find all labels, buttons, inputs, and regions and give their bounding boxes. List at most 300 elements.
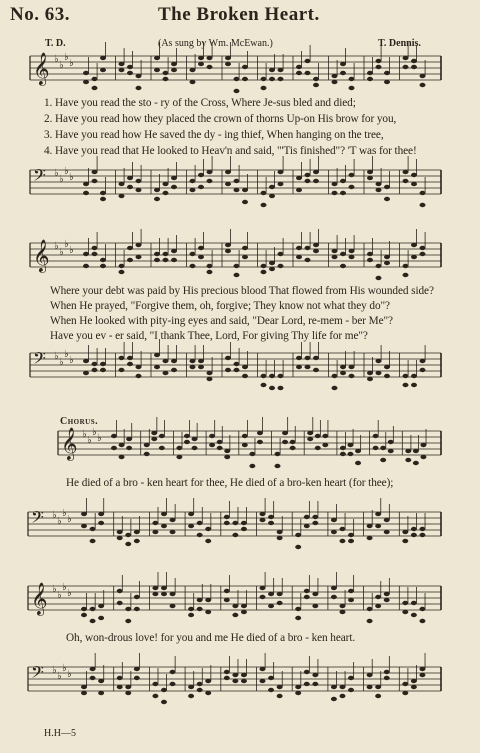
note-head	[163, 359, 169, 363]
note-head	[376, 276, 382, 280]
note-head	[98, 691, 104, 695]
note-head	[188, 512, 194, 516]
note-head	[332, 386, 338, 390]
note-head	[403, 264, 409, 268]
note-head	[384, 261, 390, 265]
note-head	[373, 446, 379, 450]
note-head	[313, 243, 319, 247]
flat-icon: ♭	[87, 435, 92, 446]
note-head	[367, 377, 373, 381]
note-head	[190, 80, 196, 84]
flat-icon: ♭	[69, 58, 74, 69]
note-head	[198, 255, 204, 259]
note-head	[419, 533, 425, 537]
note-head	[260, 667, 266, 671]
note-head	[403, 179, 409, 183]
note-head	[269, 185, 275, 189]
note-head	[163, 191, 169, 195]
note-head	[92, 362, 98, 366]
note-head	[119, 443, 125, 447]
note-head	[349, 374, 355, 378]
flat-icon: ♭	[54, 54, 59, 65]
note-head	[420, 74, 426, 78]
note-head	[269, 261, 275, 265]
note-head	[367, 673, 373, 677]
note-head	[188, 613, 194, 617]
note-head	[205, 679, 211, 683]
note-head	[98, 679, 104, 683]
note-head	[232, 533, 238, 537]
note-head	[152, 586, 158, 590]
note-head	[304, 670, 310, 674]
note-head	[225, 170, 231, 174]
note-head	[100, 56, 106, 60]
flat-icon: ♭	[69, 245, 74, 256]
flat-icon: ♭	[64, 52, 69, 63]
note-head	[100, 191, 106, 195]
note-head	[367, 252, 373, 256]
note-head	[127, 176, 133, 180]
note-head	[411, 243, 417, 247]
note-head	[420, 246, 426, 250]
note-head	[188, 694, 194, 698]
note-head	[170, 530, 176, 534]
note-head	[198, 173, 204, 177]
note-head	[152, 521, 158, 525]
note-head	[224, 589, 230, 593]
note-head	[376, 371, 382, 375]
note-head	[304, 589, 310, 593]
note-head	[332, 249, 338, 253]
note-head	[198, 62, 204, 66]
note-head	[349, 185, 355, 189]
note-head	[313, 77, 319, 81]
note-head	[305, 365, 311, 369]
note-head	[163, 182, 169, 186]
note-head	[331, 586, 337, 590]
note-head	[234, 362, 240, 366]
note-head	[242, 77, 248, 81]
note-head	[269, 68, 275, 72]
note-head	[411, 527, 417, 531]
note-head	[241, 527, 247, 531]
note-head	[380, 458, 386, 462]
note-head	[268, 521, 274, 525]
note-head	[217, 446, 223, 450]
note-head	[90, 607, 96, 611]
note-head	[209, 434, 215, 438]
bass-clef-icon: 𝄢	[31, 507, 44, 531]
note-head	[119, 368, 125, 372]
note-head	[151, 431, 157, 435]
note-head	[171, 258, 177, 262]
note-head	[411, 255, 417, 259]
note-head	[217, 440, 223, 444]
note-head	[340, 365, 346, 369]
note-head	[161, 700, 167, 704]
flat-icon: ♭	[57, 516, 62, 527]
note-head	[125, 533, 131, 537]
note-head	[176, 446, 182, 450]
note-head	[161, 512, 167, 516]
note-head	[119, 68, 125, 72]
note-head	[242, 374, 248, 378]
note-head	[234, 188, 240, 192]
note-head	[190, 188, 196, 192]
note-head	[136, 243, 142, 247]
note-head	[278, 170, 284, 174]
note-head	[242, 65, 248, 69]
note-head	[420, 455, 426, 459]
note-head	[100, 197, 106, 201]
note-head	[349, 77, 355, 81]
note-head	[198, 359, 204, 363]
note-head	[209, 443, 215, 447]
note-head	[136, 374, 142, 378]
note-head	[92, 252, 98, 256]
verse-line-1: 1. Have you read the sto - ry of the Cross, Where Je-sus bled and died;	[44, 97, 356, 109]
note-head	[411, 383, 417, 387]
note-head	[290, 440, 296, 444]
note-head	[261, 374, 267, 378]
note-head	[312, 521, 318, 525]
note-head	[232, 521, 238, 525]
note-head	[384, 598, 390, 602]
flat-icon: ♭	[52, 510, 57, 521]
note-head	[277, 592, 283, 596]
note-head	[224, 676, 230, 680]
verse-line-3: 3. Have you read how He saved the dy - ing thief, When hanging on the tree,	[44, 129, 384, 141]
note-head	[207, 65, 213, 69]
note-head	[296, 246, 302, 250]
note-head	[232, 673, 238, 677]
note-head	[305, 59, 311, 63]
note-head	[234, 179, 240, 183]
note-head	[134, 607, 140, 611]
note-head	[312, 604, 318, 608]
note-head	[403, 374, 409, 378]
treble-clef-icon: 𝄞	[33, 239, 50, 272]
note-head	[304, 682, 310, 686]
note-head	[348, 676, 354, 680]
note-head	[184, 434, 190, 438]
note-head	[241, 610, 247, 614]
note-head	[278, 77, 284, 81]
note-head	[367, 536, 373, 540]
note-head	[198, 185, 204, 189]
note-head	[384, 365, 390, 369]
bass-clef-icon: 𝄢	[31, 662, 44, 686]
note-head	[347, 452, 353, 456]
note-head	[296, 188, 302, 192]
note-head	[161, 688, 167, 692]
note-head	[275, 464, 281, 468]
note-head	[420, 203, 426, 207]
note-head	[83, 71, 89, 75]
note-head	[224, 515, 230, 519]
note-head	[388, 449, 394, 453]
note-head	[278, 374, 284, 378]
note-head	[355, 449, 361, 453]
flat-icon: ♭	[54, 351, 59, 362]
note-head	[367, 176, 373, 180]
note-head	[83, 252, 89, 256]
note-head	[92, 77, 98, 81]
note-head	[376, 188, 382, 192]
note-head	[154, 197, 160, 201]
note-head	[207, 179, 213, 183]
note-head	[339, 610, 345, 614]
note-head	[331, 530, 337, 534]
note-head	[296, 71, 302, 75]
note-head	[154, 188, 160, 192]
note-head	[117, 676, 123, 680]
flat-icon: ♭	[52, 665, 57, 676]
note-head	[384, 185, 390, 189]
flat-icon: ♭	[59, 247, 64, 258]
note-head	[380, 446, 386, 450]
note-head	[83, 264, 89, 268]
note-head	[144, 452, 150, 456]
note-head	[367, 607, 373, 611]
verse-line-4: 4. Have you read that He looked to Heav'n and said, "'Tis finished"? 'T was for thee!	[44, 145, 417, 157]
note-head	[295, 545, 301, 549]
note-head	[340, 179, 346, 183]
note-head	[242, 255, 248, 259]
note-head	[384, 374, 390, 378]
note-head	[304, 515, 310, 519]
flat-icon: ♭	[57, 590, 62, 601]
note-head	[144, 443, 150, 447]
verse-line-6: When He prayed, "Forgive them, oh, forgive; They know not what they do"?	[50, 300, 390, 312]
note-head	[261, 203, 267, 207]
note-head	[367, 524, 373, 528]
note-head	[136, 86, 142, 90]
note-head	[152, 682, 158, 686]
note-head	[81, 691, 87, 695]
flat-icon: ♭	[64, 239, 69, 250]
note-head	[163, 71, 169, 75]
note-head	[197, 688, 203, 692]
note-head	[125, 691, 131, 695]
note-head	[261, 383, 267, 387]
note-head	[312, 673, 318, 677]
note-head	[349, 365, 355, 369]
note-head	[98, 512, 104, 516]
note-head	[90, 619, 96, 623]
note-head	[171, 368, 177, 372]
note-head	[373, 434, 379, 438]
note-head	[348, 589, 354, 593]
treble-clef-icon: 𝄞	[33, 52, 50, 85]
chorus-line-1: He died of a bro - ken heart for thee, He died of a bro-ken heart (for thee);	[66, 477, 394, 489]
note-head	[269, 194, 275, 198]
note-head	[269, 374, 275, 378]
flat-icon: ♭	[59, 60, 64, 71]
note-head	[305, 258, 311, 262]
flat-icon: ♭	[64, 349, 69, 360]
note-head	[225, 182, 231, 186]
note-head	[188, 524, 194, 528]
note-head	[420, 252, 426, 256]
note-head	[339, 527, 345, 531]
note-head	[312, 682, 318, 686]
note-head	[242, 188, 248, 192]
note-head	[403, 383, 409, 387]
note-head	[349, 173, 355, 177]
note-head	[98, 521, 104, 525]
note-head	[170, 604, 176, 608]
note-head	[332, 80, 338, 84]
flat-icon: ♭	[67, 588, 72, 599]
note-head	[232, 604, 238, 608]
note-head	[340, 62, 346, 66]
note-head	[190, 264, 196, 268]
chorus-line-2: Oh, won-drous love! for you and me He died of a bro - ken heart.	[66, 632, 356, 644]
verse-line-2: 2. Have you read how they placed the crown of thorns Up-on His brow for you,	[44, 113, 397, 125]
note-head	[198, 246, 204, 250]
note-head	[127, 362, 133, 366]
note-head	[268, 592, 274, 596]
note-head	[125, 619, 131, 623]
note-head	[134, 530, 140, 534]
note-head	[170, 682, 176, 686]
note-head	[136, 74, 142, 78]
note-head	[83, 182, 89, 186]
note-head	[190, 252, 196, 256]
note-head	[100, 68, 106, 72]
note-head	[197, 521, 203, 525]
note-head	[197, 598, 203, 602]
note-head	[419, 667, 425, 671]
note-head	[125, 607, 131, 611]
footer-code: H.H—5	[44, 728, 76, 739]
note-head	[331, 685, 337, 689]
flat-icon: ♭	[62, 508, 67, 519]
note-head	[277, 694, 283, 698]
note-head	[119, 455, 125, 459]
hymn-number: No. 63.	[10, 4, 70, 25]
note-head	[367, 77, 373, 81]
note-head	[376, 59, 382, 63]
note-head	[154, 68, 160, 72]
note-head	[340, 252, 346, 256]
note-head	[282, 440, 288, 444]
note-head	[136, 188, 142, 192]
note-head	[224, 598, 230, 602]
note-head	[340, 264, 346, 268]
note-head	[241, 673, 247, 677]
note-head	[403, 273, 409, 277]
note-head	[171, 68, 177, 72]
note-head	[313, 368, 319, 372]
note-head	[90, 667, 96, 671]
note-head	[234, 89, 240, 93]
note-head	[242, 365, 248, 369]
note-head	[304, 524, 310, 528]
note-head	[242, 246, 248, 250]
note-head	[205, 539, 211, 543]
bass-clef-icon: 𝄢	[33, 348, 46, 372]
composer-left: T. D.	[45, 38, 66, 49]
note-head	[127, 258, 133, 262]
note-head	[100, 258, 106, 262]
note-head	[277, 685, 283, 689]
note-head	[269, 386, 275, 390]
note-head	[241, 521, 247, 525]
note-head	[260, 512, 266, 516]
note-head	[332, 191, 338, 195]
note-head	[367, 170, 373, 174]
note-head	[331, 518, 337, 522]
note-head	[242, 443, 248, 447]
note-head	[367, 258, 373, 262]
flat-icon: ♭	[59, 174, 64, 185]
note-head	[278, 264, 284, 268]
note-head	[171, 359, 177, 363]
note-head	[411, 173, 417, 177]
note-head	[119, 264, 125, 268]
note-head	[170, 592, 176, 596]
hymn-title: The Broken Heart.	[158, 4, 320, 25]
note-head	[419, 607, 425, 611]
note-head	[295, 691, 301, 695]
note-head	[313, 179, 319, 183]
note-head	[127, 356, 133, 360]
note-head	[125, 685, 131, 689]
flat-icon: ♭	[67, 514, 72, 525]
note-head	[100, 264, 106, 268]
note-head	[277, 536, 283, 540]
note-head	[340, 446, 346, 450]
note-head	[190, 365, 196, 369]
note-head	[339, 604, 345, 608]
note-head	[117, 530, 123, 534]
note-head	[241, 604, 247, 608]
note-head	[83, 371, 89, 375]
note-head	[402, 601, 408, 605]
note-head	[81, 685, 87, 689]
note-head	[176, 455, 182, 459]
note-head	[268, 676, 274, 680]
note-head	[224, 521, 230, 525]
note-head	[315, 446, 321, 450]
note-head	[348, 539, 354, 543]
note-head	[304, 595, 310, 599]
note-head	[225, 368, 231, 372]
note-head	[331, 697, 337, 701]
note-head	[207, 264, 213, 268]
note-head	[384, 71, 390, 75]
note-head	[98, 616, 104, 620]
note-head	[127, 71, 133, 75]
note-head	[384, 255, 390, 259]
note-head	[90, 527, 96, 531]
note-head	[384, 197, 390, 201]
note-head	[119, 356, 125, 360]
note-head	[376, 65, 382, 69]
note-head	[260, 595, 266, 599]
note-head	[207, 371, 213, 375]
note-head	[134, 667, 140, 671]
note-head	[154, 56, 160, 60]
note-head	[159, 434, 165, 438]
note-head	[419, 527, 425, 531]
note-head	[92, 179, 98, 183]
chorus-label: Chorus.	[60, 416, 99, 427]
note-head	[332, 182, 338, 186]
note-head	[161, 586, 167, 590]
